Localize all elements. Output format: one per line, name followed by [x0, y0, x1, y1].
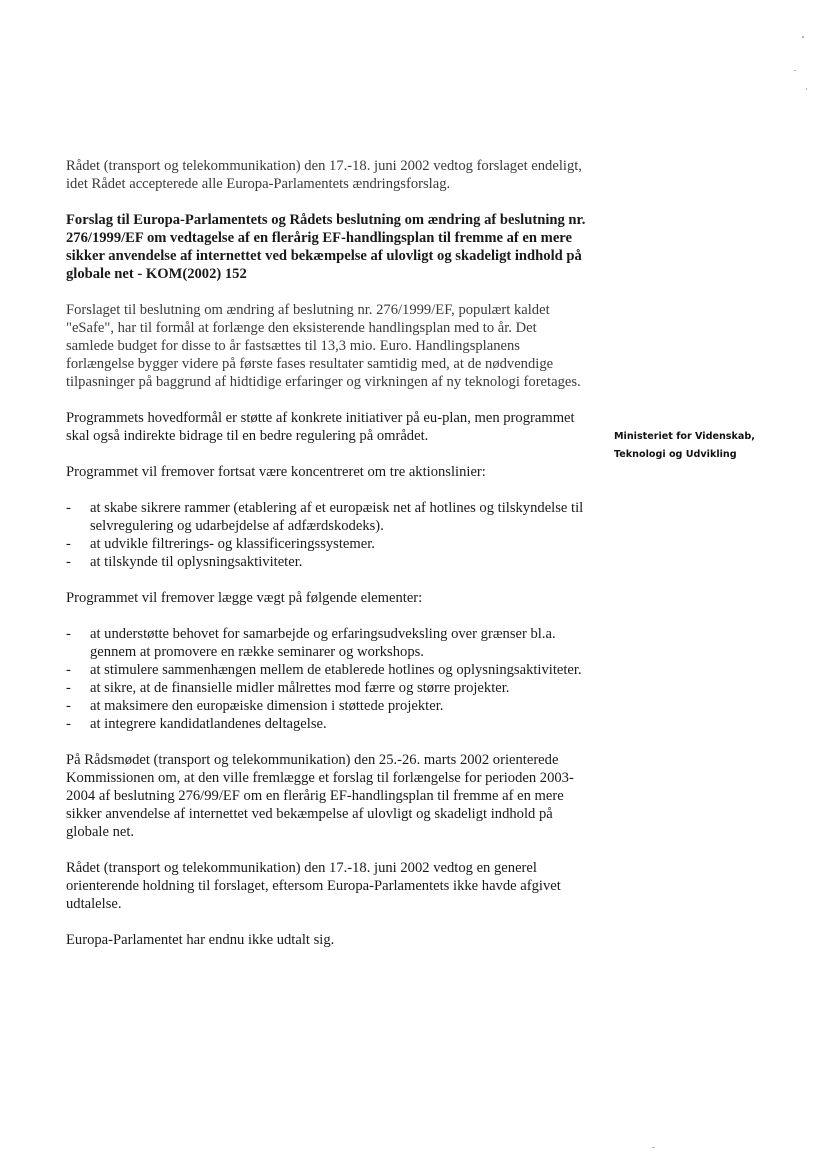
document-body [66, 157, 586, 967]
scan-speck [794, 70, 796, 71]
council-meeting-paragraph: På Rådsmødet (transport og telekommunikation) den 25.-26. marts 2002 orienterede Kommissionen om, at den ville fremlægge et forslag til forlængelse for perioden 2003-2004 af beslutning 276/99/EF om en flerårig EF-handlingsplan til fremme af en mere sikker anvendelse af internettet ved bekæmpelse af ulovligt og skadeligt indhold på globale net. [66, 752, 574, 840]
list-item: - at understøtte behovet for samarbejde og erfaringsudveksling over grænser bl.a. gennem at promovere en række seminarer og workshops. [66, 626, 556, 660]
council-position-paragraph: Rådet (transport og telekommunikation) den 17.-18. juni 2002 vedtog en generel orienterende holdning til forslaget, eftersom Europa-Parlamentets ikke havde afgivet udtalelse. [66, 860, 561, 912]
elements-intro: Programmet vil fremover lægge vægt på følgende elementer: [66, 590, 423, 606]
list-dash: - [66, 698, 71, 714]
list-item: - at skabe sikrere rammer (etablering af et europæisk net af hotlines og tilskyndelse til selvregulering og udarbejdelse af adfærdskodeks). [66, 500, 584, 534]
list-dash: - [66, 626, 71, 642]
list-dash: - [66, 680, 71, 696]
main-purpose-paragraph: Programmets hovedformål er støtte af konkrete initiativer på eu-plan, men programmet skal også indirekte bidrage til en bedre regulering på området. [66, 410, 575, 444]
list-item: - at maksimere den europæiske dimension i støttede projekter. [66, 698, 444, 714]
action-lines-list [66, 499, 586, 571]
parliament-status-paragraph: Europa-Parlamentet har endnu ikke udtalt sig. [66, 932, 335, 948]
proposal-heading: Forslag til Europa-Parlamentets og Rådets beslutning om ændring af beslutning nr. 276/1999/EF om vedtagelse af en flerårig EF-handlingsplan til fremme af en mere sikker anvendelse af internettet ved bekæmpelse af ulovligt og skadeligt indhold på globale net - KOM(2002) 152 [66, 212, 586, 282]
ministry-sidebar [614, 428, 814, 464]
action-lines-intro: Programmet vil fremover fortsat være koncentreret om tre aktionslinier: [66, 464, 486, 480]
list-dash: - [66, 536, 71, 552]
ministry-name-line-2: Teknologi og Udvikling [614, 449, 737, 460]
list-item: - at tilskynde til oplysningsaktiviteter. [66, 554, 303, 570]
scan-speck [802, 36, 804, 38]
scan-speck [652, 1147, 655, 1148]
list-item: - at integrere kandidatlandenes deltagelse. [66, 716, 327, 732]
list-dash: - [66, 716, 71, 732]
list-dash: - [66, 500, 71, 516]
intro-paragraph: Rådet (transport og telekommunikation) den 17.-18. juni 2002 vedtog forslaget endeligt, idet Rådet accepterede alle Europa-Parlamentets ændringsforslag. [66, 158, 582, 192]
list-item: - at sikre, at de finansielle midler målrettes mod færre og større projekter. [66, 680, 510, 696]
list-item: - at udvikle filtrerings- og klassificeringssystemer. [66, 536, 375, 552]
list-dash: - [66, 662, 71, 678]
scan-speck [806, 88, 807, 90]
ministry-name-line-1: Ministeriet for Videnskab, [614, 431, 755, 442]
elements-list [66, 625, 586, 733]
list-item: - at stimulere sammenhængen mellem de etablerede hotlines og oplysningsaktiviteter. [66, 662, 582, 678]
list-dash: - [66, 554, 71, 570]
proposal-paragraph: Forslaget til beslutning om ændring af beslutning nr. 276/1999/EF, populært kaldet "eSafe", har til formål at forlænge den eksisterende handlingsplan med to år. Det samlede budget for disse to år fastsættes til 13,3 mio. Euro. Handlingsplanens forlængelse bygger videre på første fases resultater samtidig med, at de nødvendige tilpasninger på baggrund af hidtidige erfaringer og virkningen af ny teknologi foretages. [66, 302, 581, 390]
